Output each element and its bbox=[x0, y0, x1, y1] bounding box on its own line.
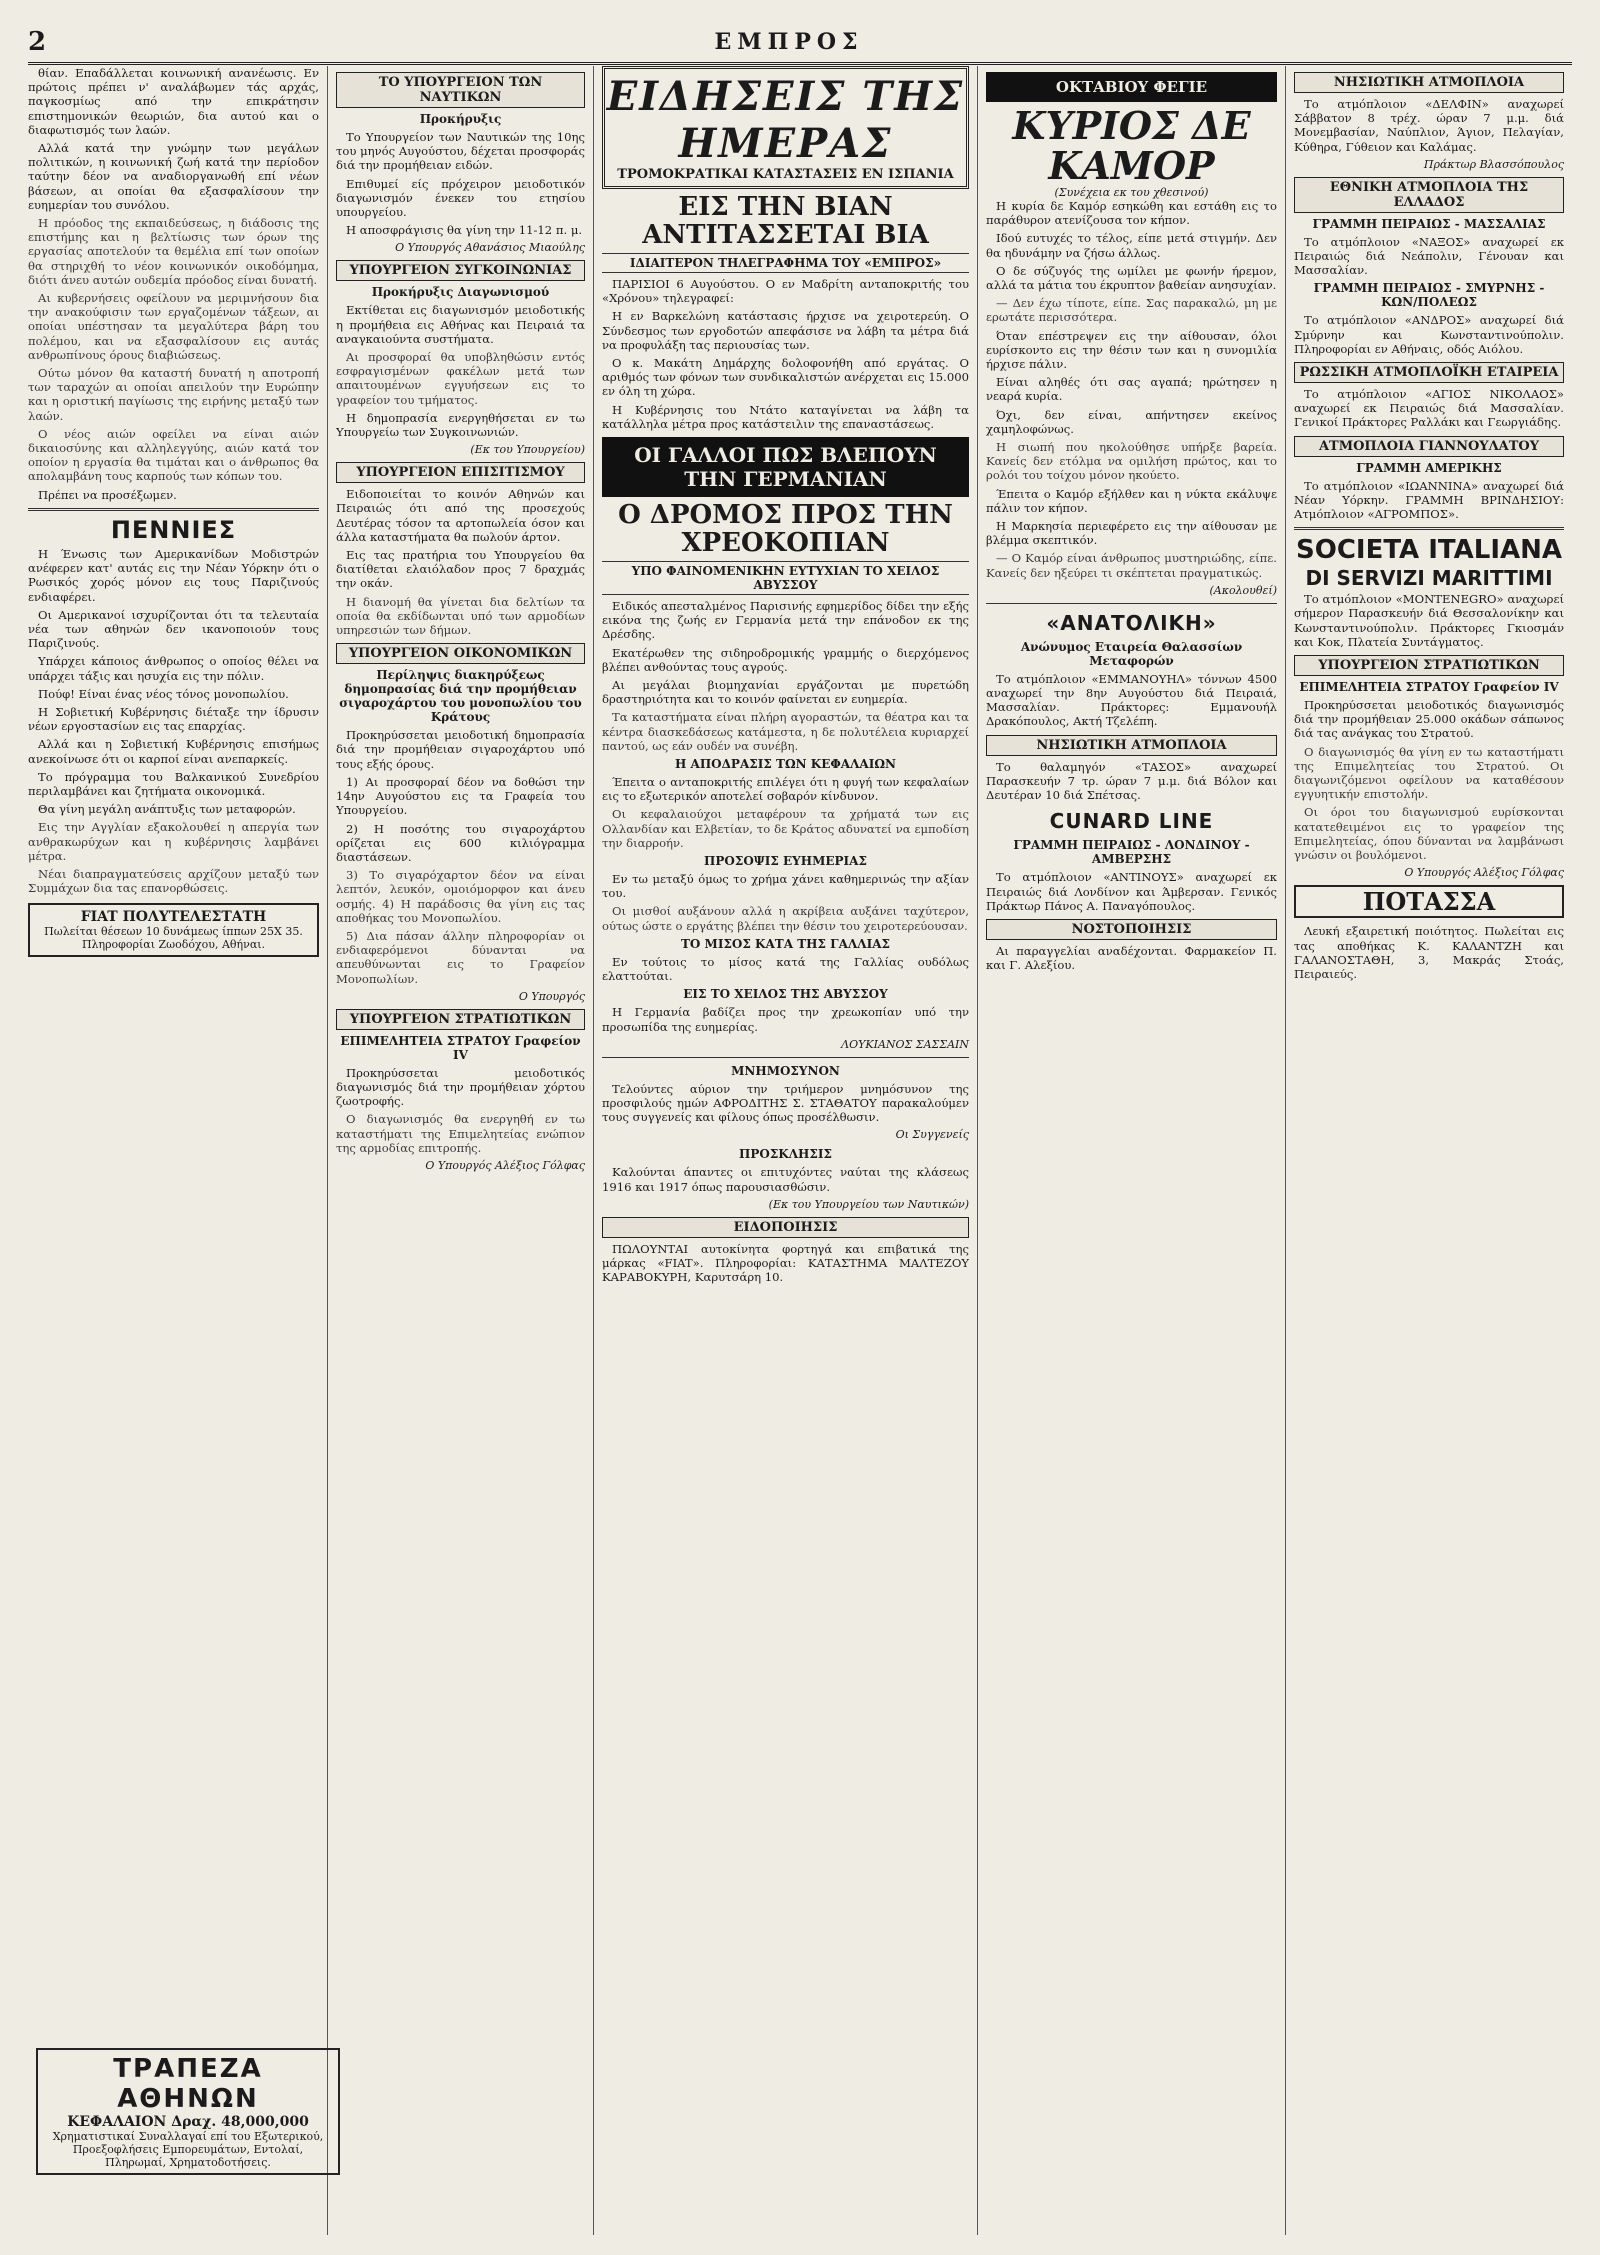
masthead-title: ΕΜΠΡΟΣ bbox=[714, 29, 864, 55]
article-ending: Πρέπει να προσέξωμεν. bbox=[38, 487, 177, 502]
news-item: Θα γίνη μεγάλη ανάπτυξις των μεταφορών. bbox=[38, 802, 296, 817]
news-item: Αλλά και η Σοβιετική Κυβέρνησις επισήμως ανεκοίνωσε ότι οι καρποί είναι ανεπαρκείς. bbox=[28, 737, 319, 766]
cunard-route: ΓΡΑΜΜΗ ΠΕΙΡΑΙΩΣ - ΛΟΝΔΙΝΟΥ - ΑΜΒΕΡΣΗΣ bbox=[1013, 838, 1250, 867]
story-section-heading: ΠΡΟΣΟΨΙΣ ΕΥΗΜΕΡΙΑΣ bbox=[704, 854, 867, 869]
notice-paragraph: Ειδοποιείται το κοινόν Αθηνών και Πειραιώς ότι από της προσεχούς Δευτέρας τόσον τα αρτοπωλεία όσον και άλλα καταστήματα θα πωλούν άρτον. bbox=[336, 487, 585, 544]
lead-headline: ΕΙΣ ΤΗΝ ΒΙΑΝ ΑΝΤΙΤΑΣΣΕΤΑΙ ΒΙΑ bbox=[642, 192, 929, 250]
notice-text: Αι παραγγελίαι αναδέχονται. Φαρμακείον Π. και Γ. Αλεξίου. bbox=[986, 943, 1277, 973]
section-heading: ΥΠΟΥΡΓΕΙΟΝ ΣΥΓΚΟΙΝΩΝΙΑΣ bbox=[336, 260, 585, 281]
shipping-route: ΓΡΑΜΜΗ ΠΕΙΡΑΙΩΣ - ΜΑΣΣΑΛΙΑΣ bbox=[1312, 216, 1546, 231]
memorial-text: Τελούντες αύριον την τριήμερον μνημόσυνον της προσφιλούς ημών ΑΦΡΟΔΙΤΗΣ Σ. ΣΤΑΘΑΤΟΥ παρακαλούμεν τους συγγενείς και φίλους όπως προσέλθωσιν. bbox=[602, 1081, 969, 1125]
story-banner: ΟΙ ΓΑΛΛΟΙ ΠΩΣ ΒΛΕΠΟΥΝ ΤΗΝ ΓΕΡΜΑΝΙΑΝ bbox=[602, 437, 969, 497]
story-paragraph: Εν τω μεταξύ όμως το χρήμα χάνει καθημερινώς την αξίαν του. bbox=[602, 872, 969, 901]
notice-paragraph: Ο διαγωνισμός θα ενεργηθή εν τω καταστήματι της Επιμελητείας ενώπιον της αρμοδίας επιτροπής. bbox=[336, 1112, 585, 1155]
story-paragraph: Τα καταστήματα είναι πλήρη αγοραστών, τα θέατρα και τα κέντρα διασκεδάσεως κατάμεστα, η δε πολυτέλεια κυριαρχεί παντού, ως εάν ουδέν να συνέβη. bbox=[602, 710, 969, 753]
feuilleton-paragraph: Έπειτα ο Καμόρ εξήλθεν και η νύκτα εκάλυψε πάλιν τον κήπον. bbox=[986, 486, 1277, 515]
notice-signature: Ο Υπουργός Αθανάσιος Μιαούλης bbox=[395, 241, 585, 255]
feuilleton-paragraph: Η κυρία δε Καμόρ εσηκώθη και εστάθη εις το παράθυρον ατενίζουσα τον κήπον. bbox=[986, 199, 1277, 228]
feuilleton-paragraph: — Ο Καμόρ είναι άνθρωπος μυστηριώδης, είπε. Κανείς δεν ηξεύρει τι σκέπτεται πραγματικώς. bbox=[986, 551, 1277, 580]
telegram-label: ΙΔΙΑΙΤΕΡΟΝ ΤΗΛΕΓΡΑΦΗΜΑ ΤΟΥ «ΕΜΠΡΟΣ» bbox=[602, 253, 969, 273]
feuilleton-paragraph: Ιδού ευτυχές το τέλος, είπε μετά στιγμήν. Δεν θα ηδυνάμην να ζήσω άλλως. bbox=[986, 231, 1277, 260]
societa-subtitle: DI SERVIZI MARITTIMI bbox=[1305, 566, 1553, 591]
notice-title: ΝΟΣΤΟΠΟΙΗΣΙΣ bbox=[986, 919, 1277, 940]
news-item: Εις την Αγγλίαν εξακολουθεί η απεργία των ανθρακωρύχων και η κυβέρνησις λαμβάνει μέτρα. bbox=[28, 820, 319, 863]
column-5 bbox=[1294, 66, 1572, 2235]
shipping-route: ΓΡΑΜΜΗ ΑΜΕΡΙΚΗΣ bbox=[1356, 460, 1502, 475]
shipping-ad-title: ΕΘΝΙΚΗ ΑΤΜΟΠΛΟΙΑ ΤΗΣ ΕΛΛΑΔΟΣ bbox=[1294, 177, 1564, 213]
fiat-advertisement bbox=[28, 903, 319, 957]
column-4 bbox=[986, 66, 1286, 2235]
memorial-signature: Οι Συγγενείς bbox=[895, 1128, 969, 1142]
feuilleton-paragraph: Όταν επέστρεψεν εις την αίθουσαν, όλοι ευρίσκοντο εις την θέσιν των και η συνομιλία ήρχισε πάλιν. bbox=[986, 328, 1277, 372]
notice-paragraph: 1) Αι προσφοραί δέον να δοθώσι την 14ην Αυγούστου εις τα Γραφεία του Υπουργείου. bbox=[336, 774, 585, 818]
story-headline: Ο ΔΡΟΜΟΣ ΠΡΟΣ ΤΗΝ ΧΡΕΟΚΟΠΙΑΝ bbox=[618, 500, 953, 559]
shipping-ad-agent: Πράκτωρ Βλασσόπουλος bbox=[1423, 157, 1564, 171]
notice-paragraph: Προκηρύσσεται μειοδοτικός διαγωνισμός διά την προμήθειαν 25.000 οκάδων σάπωνος διά τας ανάγκας του Στρατού. bbox=[1294, 698, 1564, 741]
shipping-ad-text: Το ατμόπλοιον «ΙΩΑΝΝΙΝΑ» αναχωρεί διά Νέαν Υόρκην. ΓΡΑΜΜΗ ΒΡΙΝΔΗΣΙΟΥ: Ατμόπλοιον «ΑΓΡΟΜΠΟΣ». bbox=[1294, 478, 1564, 522]
news-item: Το πρόγραμμα του Βαλκανικού Συνεδρίου περιλαμβάνει και ζητήματα οικονομικά. bbox=[28, 769, 319, 798]
feuilleton-paragraph: Όχι, δεν είναι, απήντησεν εκείνος χαμηλοφώνως. bbox=[986, 407, 1277, 436]
notice-signature: (Εκ του Υπουργείου) bbox=[470, 443, 585, 457]
news-item: Υπάρχει κάποιος άνθρωπος ο οποίος θέλει να υπάρχει τάξις και ησυχία εις την πόλιν. bbox=[28, 654, 319, 683]
notice-paragraph: 2) Η ποσότης του σιγαροχάρτου ορίζεται εις 600 κιλιόγραμμα διαστάσεων. bbox=[336, 821, 585, 864]
shipping-ad-title: ΑΤΜΟΠΛΟΙΑ ΓΙΑΝΝΟΥΛΑΤΟΥ bbox=[1294, 436, 1564, 457]
notice-paragraph: Οι όροι του διαγωνισμού ευρίσκονται κατατεθειμένοι εις το γραφείον της Επιμελητείας, όπου δύνανται να λαμβάνωσι γνώσιν οι βουλόμενοι. bbox=[1294, 805, 1564, 863]
company-ad-subtitle: Ανώνυμος Εταιρεία Θαλασσίων Μεταφορών bbox=[1020, 639, 1243, 668]
feuilleton-title: ΚΥΡΙΟΣ ΔΕ ΚΑΜΟΡ bbox=[1012, 103, 1251, 188]
section-heading: ΤΟ ΥΠΟΥΡΓΕΙΟΝ ΤΩΝ ΝΑΥΤΙΚΩΝ bbox=[336, 72, 585, 108]
fiat-ad-title: FIAT ΠΟΛΥΤΕΛΕΣΤΑΤΗ bbox=[80, 909, 267, 926]
story-paragraph: Η Γερμανία βαδίζει προς την χρεωκοπίαν υπό την προσωπίδα της ευημερίας. bbox=[602, 1005, 969, 1034]
article-paragraph: Ούτω μόνον θα καταστή δυνατή η αποτροπή των ταραχών αι οποίαι απειλούν την Ευρώπην και η οριστική παγίωσις της ειρήνης μεταξύ των λαών. bbox=[28, 366, 319, 423]
notice-paragraph: Εκτίθεται εις διαγωνισμόν μειοδοτικής η προμήθεια εις Αθήνας και Πειραιά τα αναγκαιούντα συστήματα. bbox=[336, 303, 585, 346]
shipping-ad-text: Το ατμόπλοιον «ΝΑΞΟΣ» αναχωρεί εκ Πειραιώς διά Νεάπολιν, Γένουαν και Μασσαλίαν. bbox=[1294, 234, 1564, 278]
notice-paragraph: Προκηρύσσεται μειοδοτική δημοπρασία διά την προμήθειαν σιγαροχάρτου υπό τους εξής όρους. bbox=[336, 728, 585, 771]
feuilleton-subtitle: (Συνέχεια εκ του χθεσινού) bbox=[1054, 186, 1209, 199]
story-section-heading: ΤΟ ΜΙΣΟΣ ΚΑΤΑ ΤΗΣ ΓΑΛΛΙΑΣ bbox=[680, 936, 890, 951]
notice-paragraph: Η δημοπρασία ενεργηθήσεται εν τω Υπουργείω των Συγκοινωνιών. bbox=[336, 410, 585, 440]
notice-signature: Ο Υπουργός bbox=[518, 989, 585, 1003]
shipping-route: ΓΡΑΜΜΗ ΠΕΙΡΑΙΩΣ - ΣΜΥΡΝΗΣ - ΚΩΝ/ΠΟΛΕΩΣ bbox=[1313, 281, 1545, 310]
story-paragraph: Αι μεγάλαι βιομηχανίαι εργάζονται με πυρετώδη δραστηριότητα και το κοινόν φαίνεται εν ευημερία. bbox=[602, 678, 969, 707]
article-paragraph: Αλλά κατά την γνώμην των μεγάλων πολιτικών, η κοινωνική ζωή κατά την περίοδον ταύτην δέον να αναδιοργανωθή επί νέων βάσεων, αι οποίαι θα εξασφαλίσουν την ευημερίαν του συνόλου. bbox=[28, 141, 319, 212]
shipping-ad-title: ΝΗΣΙΩΤΙΚΗ ΑΤΜΟΠΛΟΙΑ bbox=[986, 735, 1277, 756]
column-1 bbox=[28, 66, 328, 2235]
bank-name: ΤΡΑΠΕΖΑ ΑΘΗΝΩΝ bbox=[113, 2054, 263, 2114]
story-paragraph: Έπειτα ο ανταποκριτής επιλέγει ότι η φυγή των κεφαλαίων εις το εξωτερικόν αποτελεί σοβαρόν κίνδυνον. bbox=[602, 775, 969, 804]
societa-title: SOCIETA ITALIANA bbox=[1296, 535, 1562, 566]
notice-signature: Ο Υπουργός Αλέξιος Γόλφας bbox=[1404, 866, 1564, 880]
notice-paragraph: Η διανομή θα γίνεται δια δελτίων τα οποία θα εκδίδωνται υπό των αρμοδίων υπηρεσιών των δήμων. bbox=[336, 594, 585, 638]
fiat-ad-text: Πωλείται θέσεων 10 δυνάμεως ίππων 25Χ 35. Πληροφορίαι Ζωοδόχου, Αθήναι. bbox=[44, 925, 303, 952]
feuilleton-paragraph: Η σιωπή που ηκολούθησε υπήρξε βαρεία. Κανείς δεν ετόλμα να ομιλήση πρώτος, και το ρολόι του τοίχου μόνον ηκούετο. bbox=[986, 440, 1277, 483]
section-heading: ΥΠΟΥΡΓΕΙΟΝ ΕΠΙΣΙΤΙΣΜΟΥ bbox=[336, 462, 585, 483]
feuilleton-paragraph: Είναι αληθές ότι σας αγαπά; ηρώτησεν η νεαρά κυρία. bbox=[986, 375, 1277, 404]
column-3 bbox=[602, 66, 978, 2235]
feuilleton-paragraph: Ο δε σύζυγός της ωμίλει με φωνήν ήρεμον, αλλά τα μάτια του έκρυπτον βαθείαν ανησυχίαν. bbox=[986, 263, 1277, 293]
notice-paragraph: 5) Δια πάσαν άλλην πληροφορίαν οι ενδιαφερόμενοι δύνανται να απευθύνωνται εις το Γραφείον Μονοπωλίων. bbox=[336, 928, 585, 986]
story-paragraph: Εν τούτοις το μίσος κατά της Γαλλίας ουδόλως ελαττούται. bbox=[602, 954, 969, 984]
story-paragraph: Η εν Βαρκελώνη κατάστασις ήρχισε να χειροτερεύη. Ο Σύνδεσμος των εργοδοτών απεφάσισε να λάβη τα μέτρα διά να προφυλάξη τας περιουσίας των. bbox=[602, 309, 969, 352]
feuilleton-paragraph: — Δεν έχω τίποτε, είπε. Σας παρακαλώ, μη με ερωτάτε περισσότερα. bbox=[986, 296, 1277, 325]
potassa-title: ΠΟΤΑΣΣΑ bbox=[1294, 885, 1564, 918]
notice-paragraph: Προκηρύσσεται μειοδοτικός διαγωνισμός διά την προμήθειαν χόρτου ζωοτροφής. bbox=[336, 1065, 585, 1109]
section-subheading: Περίληψις διακηρύξεως δημοπρασίας διά την προμήθειαν σιγαροχάρτου του μονοπωλίου του Κράτους bbox=[339, 668, 582, 725]
societa-text: Το ατμόπλοιον «MONTENEGRO» αναχωρεί σήμερον Παρασκευήν διά Θεσσαλονίκην και Κωνσταντινούπολιν. Πράκτορες Γκιοσμάν και Κοκ, Πλατεία Συντάγματος. bbox=[1294, 592, 1564, 649]
story-subheadline: ΥΠΟ ΦΑΙΝΟΜΕΝΙΚΗΝ ΕΥΤΥΧΙΑΝ ΤΟ ΧΕΙΛΟΣ ΑΒΥΣΣΟΥ bbox=[602, 561, 969, 595]
article-paragraph: θίαν. Επαδάλλεται κοινωνική ανανέωσις. Εν πρώτοις πρέπει ν' αναλάβωμεν τάς αρχάς, παγκοσμίως από την επικράτησιν επιστημονικών θεωριών, δια αυτού και ο διαφωτισμός των λαών. bbox=[28, 66, 319, 137]
article-paragraph: Ο νέος αιών οφείλει να είναι αιών δικαιοσύνης και αλληλεγγύης, αιών κατά τον οποίον η εργασία θα τιμάται και ο άνθρωπος θα απολαμβάνη τους καρπούς των κόπων του. bbox=[28, 426, 319, 484]
notice-paragraph: Επιθυμεί είς πρόχειρον μειοδοτικόν διαγωνισμόν ένεκεν του ετησίου υπουργείου. bbox=[336, 176, 585, 220]
news-item: Η Σοβιετική Κυβέρνησις διέταξε την ίδρυσιν νέων εργοστασίων εις τας επαρχίας. bbox=[28, 704, 319, 734]
main-headline-box bbox=[602, 66, 969, 189]
notice-paragraph: Η αποσφράγισις θα γίνη την 11-12 π. μ. bbox=[346, 223, 583, 238]
section-subheading: ΕΠΙΜΕΛΗΤΕΙΑ ΣΤΡΑΤΟΥ Γραφείον IV bbox=[1299, 680, 1559, 695]
bank-services: Χρηματιστικαί Συναλλαγαί επί του Εξωτερικού, Προεξοφλήσεις Εμπορευμάτων, Εντολαί, Πληρωμαί, Χρηματοδοτήσεις. bbox=[52, 2130, 324, 2169]
invitation-title: ΠΡΟΣΚΛΗΣΙΣ bbox=[739, 1147, 832, 1162]
notice-paragraph: Ο διαγωνισμός θα γίνη εν τω καταστήματι της Επιμελητείας του Στρατού. Οι διαγωνιζόμενοι οφείλουν να καταθέσουν εγγυητικήν επιστολήν. bbox=[1294, 744, 1564, 802]
main-headline: ΕΙΔΗΣΕΙΣ ΤΗΣ ΗΜΕΡΑΣ bbox=[606, 73, 965, 167]
news-item: Νέαι διαπραγματεύσεις αρχίζουν μεταξύ των Συμμάχων δια τας επανορθώσεις. bbox=[28, 866, 319, 896]
memorial-title: ΜΝΗΜΟΣΥΝΟΝ bbox=[731, 1063, 840, 1078]
story-paragraph: Η Κυβέρνησις του Ντάτο καταγίνεται να λάβη τα κατάλληλα μέτρα προς κατάστειλιν της επαναστάσεως. bbox=[602, 402, 969, 431]
story-paragraph: Οι μισθοί αυξάνουν αλλά η ακρίβεια αυξάνει ταχύτερον, ούτως ώστε ο εργάτης βλέπει την θέσιν του χειροτερεύουσαν. bbox=[602, 904, 969, 933]
section-subheading: Προκήρυξις Διαγωνισμού bbox=[371, 285, 550, 300]
feuilleton-paragraph: Η Μαρκησία περιεφέρετο εις την αίθουσαν με βλέμμα σκεπτικόν. bbox=[986, 519, 1277, 548]
notice-signature: Ο Υπουργός Αλέξιος Γόλφας bbox=[425, 1158, 585, 1172]
notice-paragraph: Το Υπουργείον των Ναυτικών της 10ης του μηνός Αυγούστου, δέχεται προσφοράς διά την προμήθειαν ειδών. bbox=[336, 130, 585, 173]
shipping-ad-title: ΝΗΣΙΩΤΙΚΗ ΑΤΜΟΠΛΟΙΑ bbox=[1294, 72, 1564, 93]
shipping-ad-text: Το θαλαμηγόν «ΤΑΣΟΣ» αναχωρεί Παρασκευήν 7 τρ. ώραν 7 μ.μ. διά Βόλον και Δευτέραν 10 διά Σπέτσας. bbox=[986, 759, 1277, 803]
company-ad-title: «ΑΝΑΤΟΛΙΚΗ» bbox=[1046, 610, 1217, 635]
company-ad-text: Το ατμόπλοιον «ΕΜΜΑΝΟΥΗΛ» τόννων 4500 αναχωρεί την 8ην Αυγούστου διά Πειραιά, Μασσαλίαν. Πράκτορες: Εμμανουήλ Δρακόπουλος, Ακτή Τζελέπη. bbox=[986, 671, 1277, 729]
bank-advertisement bbox=[36, 2048, 340, 2175]
story-section-heading: Η ΑΠΟΔΡΑΣΙΣ ΤΩΝ ΚΕΦΑΛΑΙΩΝ bbox=[675, 757, 896, 772]
news-item: Η Ένωσις των Αμερικανίδων Μοδιστρών ανέφερεν κατ' αυτάς εις την Νέαν Υόρκην ότι ο Ρωσικός χορός μόνον εις τους Παριζινούς ενδιαφέρει. bbox=[28, 546, 319, 604]
news-item: Οι Αμερικανοί ισχυρίζονται ότι τα τελευταία νέα των αθηνών δεν ικανοποιούν τους Παριζινούς. bbox=[28, 607, 319, 651]
story-paragraph: ΠΑΡΙΣΙΟΙ 6 Αυγούστου. Ο εν Μαδρίτη ανταποκριτής του «Χρόνου» τηλεγραφεί: bbox=[602, 277, 969, 306]
news-section-title: ΠΕΝΝΙΕΣ bbox=[110, 515, 237, 544]
section-heading: ΥΠΟΥΡΓΕΙΟΝ ΟΙΚΟΝΟΜΙΚΩΝ bbox=[336, 643, 585, 664]
story-paragraph: Ο κ. Μακάτη Δημάρχης δολοφονήθη από εργάτας. Ο αριθμός των φόνων των συνδικαλιστών ανέρχεται εις 15.000 εν όλη τη χώρα. bbox=[602, 356, 969, 399]
shipping-ad-title: ΡΩΣΣΙΚΗ ΑΤΜΟΠΛΟΪΚΗ ΕΤΑΙΡΕΙΑ bbox=[1294, 362, 1564, 383]
page-number: 2 bbox=[28, 27, 47, 57]
cunard-title: CUNARD LINE bbox=[1049, 809, 1214, 834]
story-paragraph: Ειδικός απεσταλμένος Παρισινής εφημερίδος δίδει την εξής εικόνα της ζωής εν Γερμανία μετά την επάνοδον εκ της Δρέσδης. bbox=[602, 599, 969, 642]
page-header bbox=[28, 22, 1572, 65]
article-paragraph: Αι κυβερνήσεις οφείλουν να μεριμνήσουν δια την ανακούφισιν των εργαζομένων τάξεων, αι οποίαι υπέστησαν τα μεγαλύτερα βάρη του πολέμου, και να εξασφαλίσουν εις αυτάς ανθρωπίνους όρους διαβιώσεως. bbox=[28, 291, 319, 362]
invitation-text: Καλούνται άπαντες οι επιτυχόντες ναύται της κλάσεως 1916 και 1917 όπως παρουσιασθώσιν. bbox=[602, 1165, 969, 1194]
column-2 bbox=[336, 66, 594, 2235]
notice-paragraph: 3) Το σιγαρόχαρτον δέον να είναι λεπτόν, λευκόν, ομοιόμορφον και άνευ οσμής. 4) Η παράδοσις θα γίνη εις τας αποθήκας του Μονοπωλίου. bbox=[336, 868, 585, 925]
story-paragraph: Εκατέρωθεν της σιδηροδρομικής γραμμής ο διερχόμενος βλέπει ανθούντας τους αγρούς. bbox=[602, 645, 969, 674]
shipping-ad-text: Το ατμόπλοιον «ΑΝΔΡΟΣ» αναχωρεί διά Σμύρνην και Κωνσταντινούπολιν. Πληροφορίαι εν Αθήναις, οδός Αιόλου. bbox=[1294, 313, 1564, 356]
main-subheadline: ΤΡΟΜΟΚΡΑΤΙΚΑΙ ΚΑΤΑΣΤΑΣΕΙΣ ΕΝ ΙΣΠΑΝΙΑ bbox=[617, 167, 954, 182]
invitation-signature: (Εκ του Υπουργείου των Ναυτικών) bbox=[768, 1197, 969, 1211]
potassa-text: Λευκή εξαιρετική ποιότητος. Πωλείται εις τας αποθήκας Κ. ΚΑΛΑΝΤΖΗ και ΓΑΛΑΝΟΣΤΑΘΗ, 3, Μακράς Στοάς, Πειραιεύς. bbox=[1294, 924, 1564, 981]
notice-paragraph: Εις τας πρατήρια του Υπουργείου θα διατίθεται ελαιόλαδον προς 7 δραχμάς την οκάν. bbox=[336, 548, 585, 591]
article-paragraph: Η πρόοδος της εκπαιδεύσεως, η διάδοσις της επιστήμης και η βελτίωσις των όρων της εργασίας αποτελούν τα θεμέλια επί των οποίων θα στηριχθή το νέον κοινωνικόν οικοδόμημα, διότι άνευ αυτών ουδεμία πρόοδος είναι δυνατή. bbox=[28, 216, 319, 287]
section-subheading: Προκήρυξις bbox=[419, 112, 502, 126]
bank-capital: ΚΕΦΑΛΑΙΟΝ Δραχ. 48,000,000 bbox=[67, 2114, 309, 2130]
story-paragraph: Οι κεφαλαιούχοι μεταφέρουν τα χρήματά των εις Ολλανδίαν και Ελβετίαν, το δε Κράτος αδυνατεί να εμποδίση την διαρροήν. bbox=[602, 807, 969, 850]
story-section-heading: ΕΙΣ ΤΟ ΧΕΙΛΟΣ ΤΗΣ ΑΒΥΣΣΟΥ bbox=[683, 987, 888, 1002]
notice-paragraph: Αι προσφοραί θα υποβληθώσιν εντός εσφραγισμένων φακέλων μετά των απαιτουμένων εγγυήσεων εις το γραφείον του τμήματος. bbox=[336, 350, 585, 407]
cunard-text: Το ατμόπλοιον «ΑΝΤΙΝΟΥΣ» αναχωρεί εκ Πειραιώς διά Λονδίνον και Άμβερσαν. Γενικός Πράκτωρ Πάνος Α. Παναγόπουλος. bbox=[986, 870, 1277, 913]
news-item: Πούφ! Είναι ένας νέος τόνος μονοπωλίου. bbox=[38, 686, 289, 701]
notice-title: ΕΙΔΟΠΟΙΗΣΙΣ bbox=[602, 1217, 969, 1238]
feuilleton-continues: (Ακολουθεί) bbox=[1209, 583, 1277, 597]
shipping-ad-text: Το ατμόπλοιον «ΔΕΛΦΙΝ» αναχωρεί Σάββατον 8 τρέχ. ώραν 7 μ.μ. διά Μονεμβασίαν, Ναύπλιον, Άγιον, Πελαγίαν, Κύθηρα, Γύθειον και Καλάμας. bbox=[1294, 97, 1564, 154]
section-heading: ΥΠΟΥΡΓΕΙΟΝ ΣΤΡΑΤΙΩΤΙΚΩΝ bbox=[336, 1009, 585, 1030]
section-heading: ΥΠΟΥΡΓΕΙΟΝ ΣΤΡΑΤΙΩΤΙΚΩΝ bbox=[1294, 655, 1564, 676]
notice-text: ΠΩΛΟΥΝΤΑΙ αυτοκίνητα φορτηγά και επιβατικά της μάρκας «FIAT». Πληροφορίαι: ΚΑΤΑΣΤΗΜΑ ΜΑΛΤΕΖΟΥ ΚΑΡΑΒΟΚΥΡΗ, Καρυτσάρη 10. bbox=[602, 1241, 969, 1285]
story-signature: ΛΟΥΚΙΑΝΟΣ ΣΑΣΣΑΙΝ bbox=[841, 1037, 969, 1051]
feuilleton-author: ΟΚΤΑΒΙΟΥ ΦΕΓΙΕ bbox=[986, 72, 1277, 102]
section-subheading: ΕΠΙΜΕΛΗΤΕΙΑ ΣΤΡΑΤΟΥ Γραφείον IV bbox=[340, 1033, 581, 1062]
shipping-ad-text: Το ατμόπλοιον «ΑΓΙΟΣ ΝΙΚΟΛΑΟΣ» αναχωρεί εκ Πειραιώς διά Μασσαλίαν. Γενικοί Πράκτορες Ραλλάκι και Γεωργιάδης. bbox=[1294, 387, 1564, 430]
